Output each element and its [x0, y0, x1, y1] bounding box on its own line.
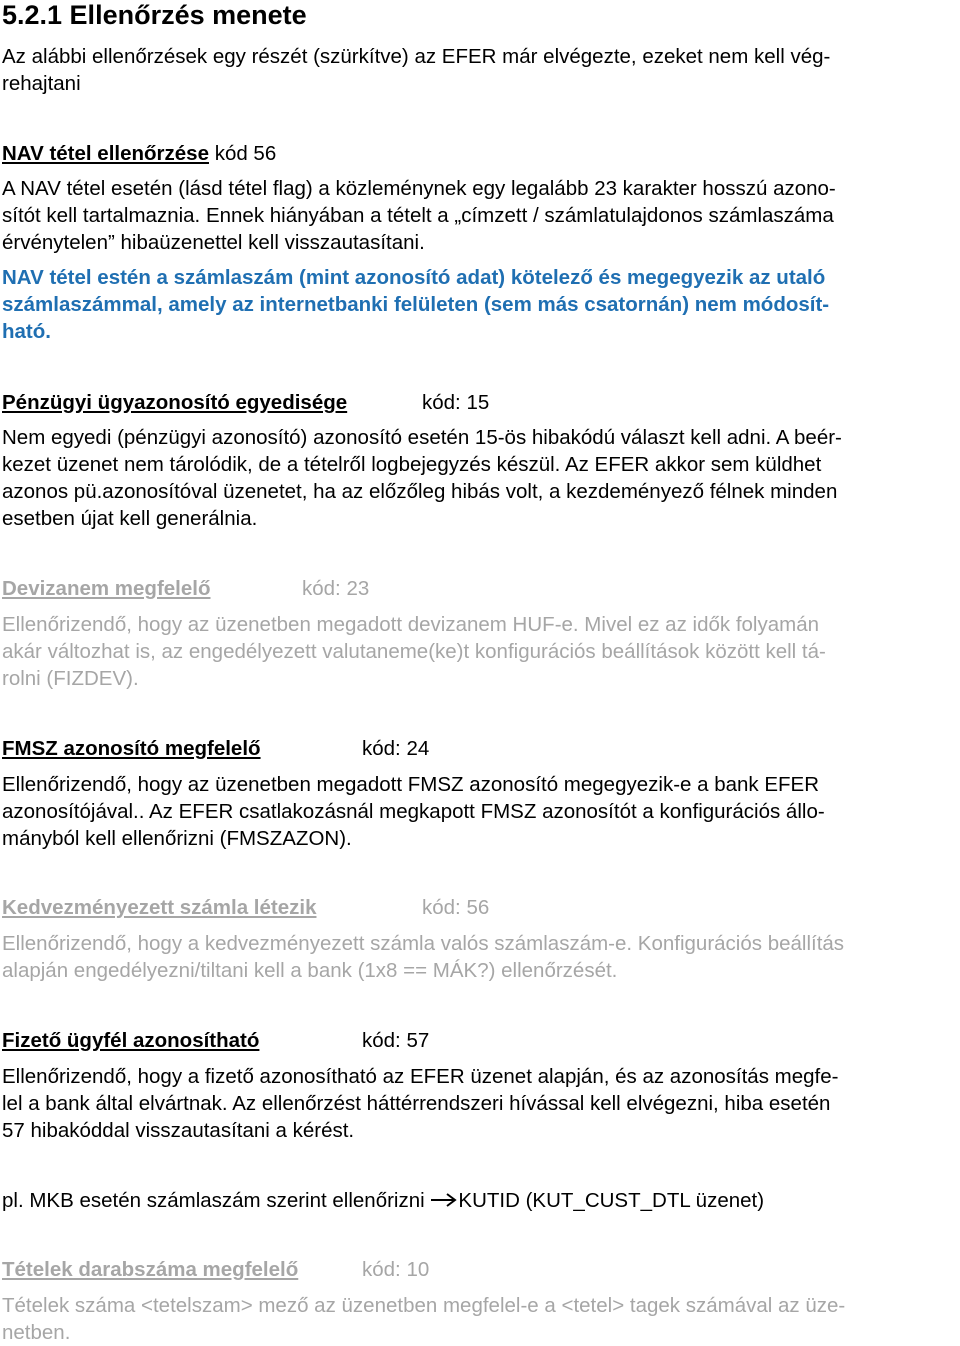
- fizeto-heading: Fizető ügyfél azonosítható: [2, 1029, 260, 1052]
- kedvezmenyezett-line-1: Ellenőrizendő, hogy a kedvezményezett számla valós számlaszám-e. Konfigurációs beállítás: [2, 932, 845, 955]
- nav-line-1: A NAV tétel esetén (lásd tétel flag) a közleménynek egy legalább 23 karakter hosszú azono-: [2, 177, 836, 200]
- fmsz-line-1: Ellenőrizendő, hogy az üzenetben megadott FMSZ azonosító megegyezik-e a bank EFER: [2, 773, 820, 796]
- deviza-line-1: Ellenőrizendő, hogy az üzenetben megadott devizanem HUF-e. Mivel ez az idők folyamán: [2, 613, 820, 636]
- kedvezmenyezett-heading: Kedvezményezett számla létezik: [2, 896, 317, 919]
- intro-line-1: Az alábbi ellenőrzések egy részét (szürkítve) az EFER már elvégezte, ezeket nem kell vég-: [2, 45, 831, 68]
- penzugyi-line-4: esetben újat kell generálnia.: [2, 507, 258, 530]
- penzugyi-line-2: kezet üzenet nem tárolódik, de a tételről logbejegyzés készül. Az EFER akkor sem küldhet: [2, 453, 822, 476]
- fmsz-line-2: azonosítójával.. Az EFER csatlakozásnál megkapott FMSZ azonosítót a konfigurációs állo-: [2, 800, 825, 823]
- fmsz-heading-row: [2, 735, 958, 762]
- intro-line-2: rehajtani: [2, 72, 81, 95]
- penzugyi-line-3: azonos pü.azonosítóval üzenetet, ha az előzőleg hibás volt, a kezdeményező félnek minden: [2, 480, 838, 503]
- deviza-heading-row: [2, 575, 958, 602]
- tetelek-code: kód: 10: [362, 1258, 430, 1281]
- kedvezmenyezett-line-2: alapján engedélyezni/tiltani kell a bank (1x8 == MÁK?) ellenőrzését.: [2, 959, 618, 982]
- tetelek-line-2: netben.: [2, 1321, 71, 1344]
- tetelek-line-1: Tételek száma <tetelszam> mező az üzenetben megfelel-e a <tetel> tagek számával az üze-: [2, 1294, 846, 1317]
- tetelek-heading: Tételek darabszáma megfelelő: [2, 1258, 299, 1281]
- nav-highlight-line-2: számlaszámmal, amely az internetbanki felületen (sem más csatornán) nem módosít-: [2, 293, 830, 316]
- deviza-code: kód: 23: [302, 577, 370, 600]
- nav-heading: NAV tétel ellenőrzése: [2, 142, 209, 165]
- fizeto-heading-row: [2, 1027, 958, 1054]
- penzugyi-line-1: Nem egyedi (pénzügyi azonosító) azonosító esetén 15-ös hibakódú választ kell adni. A beér-: [2, 426, 842, 449]
- nav-line-2: sítót kell tartalmaznia. Ennek hiányában a tételt a „címzett / számlatulajdonos számlaszáma: [2, 204, 834, 227]
- penzugyi-heading: Pénzügyi ügyazonosító egyedisége: [2, 391, 348, 414]
- fizeto-line-2: lel a bank által elvártnak. Az ellenőrzést háttérrendszeri hívással kell elvégezni, hiba esetén: [2, 1092, 831, 1115]
- fmsz-code: kód: 24: [362, 737, 430, 760]
- fizeto-line-1: Ellenőrizendő, hogy a fizető azonosítható az EFER üzenet alapján, és az azonosítás megfe-: [2, 1065, 839, 1088]
- tetelek-heading-row: [2, 1256, 958, 1283]
- example-line: [2, 1187, 764, 1214]
- nav-heading-row: [2, 140, 276, 167]
- right-arrow-icon: [430, 1192, 458, 1208]
- deviza-line-2: akár változhat is, az engedélyezett valutaneme(ke)t konfigurációs beállítások között kell tá-: [2, 640, 826, 663]
- kedvezmenyezett-code: kód: 56: [422, 896, 490, 919]
- fizeto-line-3: 57 hibakóddal visszautasítani a kérést.: [2, 1119, 355, 1142]
- penzugyi-code: kód: 15: [422, 391, 490, 414]
- kedvezmenyezett-heading-row: [2, 894, 958, 921]
- deviza-line-3: rolni (FIZDEV).: [2, 667, 139, 690]
- fmsz-line-3: mányból kell ellenőrizni (FMSZAZON).: [2, 827, 352, 850]
- fizeto-code: kód: 57: [362, 1029, 430, 1052]
- nav-highlight-line-1: NAV tétel estén a számlaszám (mint azonosító adat) kötelező és megegyezik az utaló: [2, 266, 826, 289]
- example-suffix: KUTID (KUT_CUST_DTL üzenet): [458, 1189, 765, 1212]
- penzugyi-heading-row: [2, 389, 958, 416]
- nav-code: kód 56: [214, 142, 277, 165]
- example-prefix: pl. MKB esetén számlaszám szerint ellenőrizni: [2, 1189, 431, 1212]
- nav-line-3: érvénytelen” hibaüzenettel kell visszautasítani.: [2, 231, 425, 254]
- section-title: 5.2.1 Ellenőrzés menete: [2, 0, 307, 30]
- fmsz-heading: FMSZ azonosító megfelelő: [2, 737, 261, 760]
- nav-highlight-line-3: ható.: [2, 320, 51, 343]
- deviza-heading: Devizanem megfelelő: [2, 577, 211, 600]
